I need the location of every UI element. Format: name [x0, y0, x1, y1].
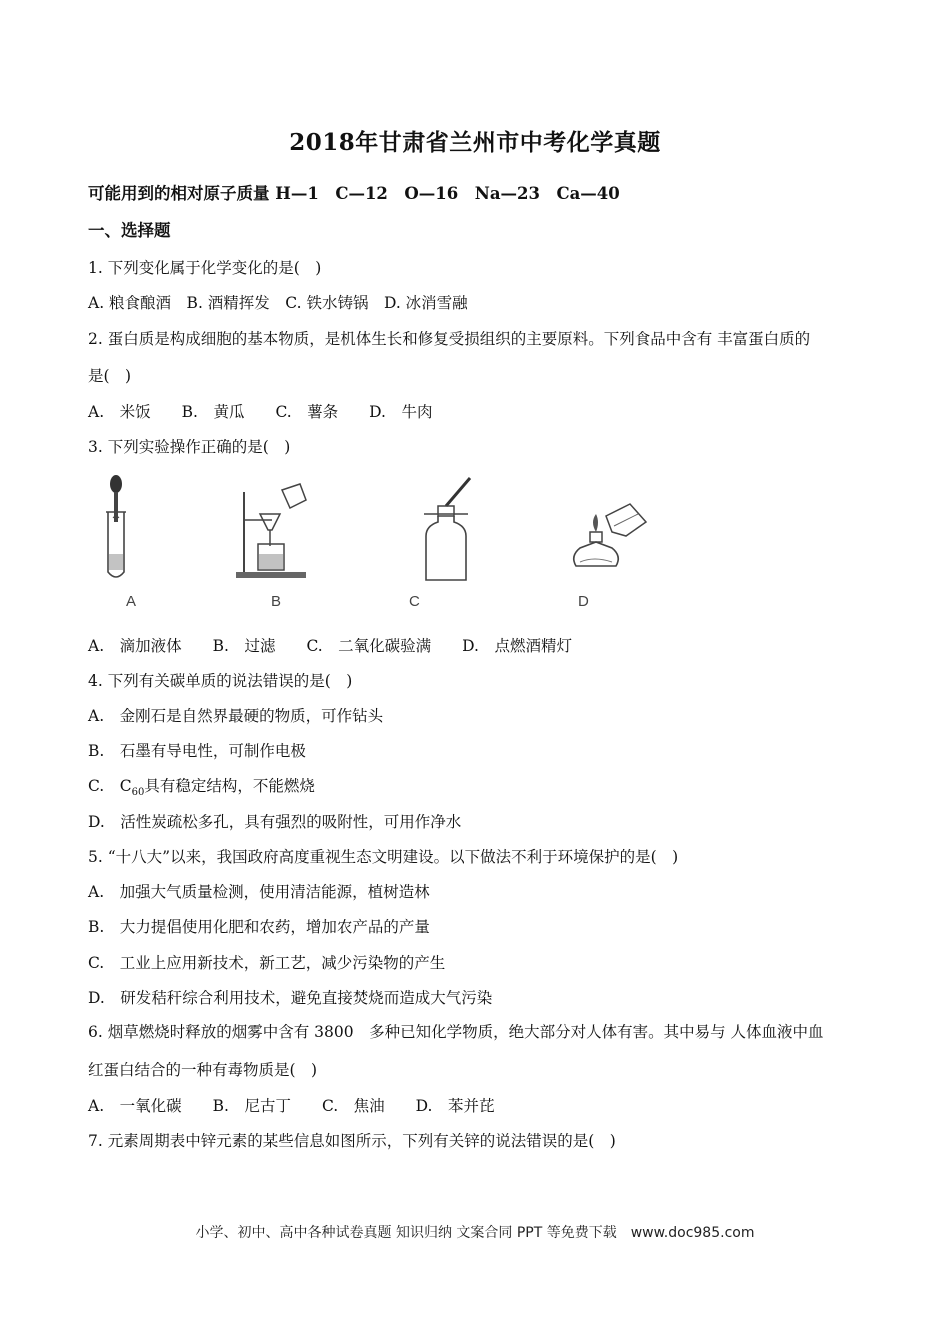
question-2-stem-cont: 是( ) — [88, 367, 132, 385]
question-6-options: A. 一氧化碳 B. 尼古丁 C. 焦油 D. 苯并芘 — [88, 1097, 495, 1115]
filtration-apparatus-drawing — [236, 482, 316, 582]
question-1-stem: 1. 下列变化属于化学变化的是( ) — [88, 259, 322, 277]
question-2-stem: 2. 蛋白质是构成细胞的基本物质，是机体生长和修复受损组织的主要原料。下列食品中含有 丰富蛋白质的 — [88, 330, 811, 348]
question-1-options: A. 粮食酿酒 B. 酒精挥发 C. 铁水铸锅 D. 冰消雪融 — [88, 294, 468, 312]
question-5-stem: 5. “十八大”以来，我国政府高度重视生态文明建设。以下做法不利于环境保护的是( ) — [88, 848, 679, 866]
question-3-stem: 3. 下列实验操作正确的是( ) — [88, 438, 291, 456]
question-6-stem-cont: 红蛋白结合的一种有毒物质是( ) — [88, 1061, 318, 1079]
alcohol-lamp-drawing — [566, 496, 656, 586]
page-footer: 小学、初中、高中各种试卷真题 知识归纳 文案合同 PPT 等免费下载 www.doc985.com — [195, 1225, 755, 1241]
figure-label-c: C — [409, 593, 420, 610]
question-5-option-d: D. 研发秸秆综合利用技术，避免直接焚烧而造成大气污染 — [88, 989, 493, 1007]
question-5-option-b: B. 大力提倡使用化肥和农药，增加农产品的产量 — [88, 918, 430, 936]
question-4-option-c — [88, 776, 315, 803]
question-4-option-b: B. 石墨有导电性，可制作电极 — [88, 742, 306, 760]
question-4-option-d: D. 活性炭疏松多孔，具有强烈的吸附性，可用作净水 — [88, 813, 462, 831]
dropper-test-tube-drawing — [96, 472, 136, 582]
question-3-options: A. 滴加液体 B. 过滤 C. 二氧化碳验满 D. 点燃酒精灯 — [88, 637, 572, 655]
question-4-option-a: A. 金刚石是自然界最硬的物质，可作钻头 — [88, 707, 384, 725]
question-5-option-c: C. 工业上应用新技术，新工艺，减少污染物的产生 — [88, 954, 446, 972]
question-7-stem: 7. 元素周期表中锌元素的某些信息如图所示，下列有关锌的说法错误的是( ) — [88, 1132, 616, 1150]
gas-bottle-splint-drawing — [418, 476, 478, 586]
figure-label-d: D — [578, 593, 589, 610]
figure-label-b: B — [271, 593, 282, 610]
option-c-prefix: C. C — [88, 777, 132, 795]
question-6-stem: 6. 烟草燃烧时释放的烟雾中含有 3800 多种已知化学物质，绝大部分对人体有害。其中易与 人体血液中血 — [88, 1023, 824, 1041]
section-heading: 一、选择题 — [88, 221, 171, 240]
question-5-option-a: A. 加强大气质量检测，使用清洁能源，植树造林 — [88, 883, 430, 901]
figure-label-a: A — [126, 593, 137, 610]
lab-operations-figure — [88, 472, 688, 622]
atomic-masses-line: 可能用到的相对原子质量 H—1 C—12 O—16 Na—23 Ca—40 — [88, 184, 620, 203]
option-c-text: 具有稳定结构，不能燃烧 — [144, 777, 315, 795]
question-4-stem: 4. 下列有关碳单质的说法错误的是( ) — [88, 672, 353, 690]
page-title: 2018年甘肃省兰州市中考化学真题 — [289, 129, 661, 156]
c60-subscript: 60 — [131, 787, 145, 799]
question-2-options: A. 米饭 B. 黄瓜 C. 薯条 D. 牛肉 — [88, 403, 433, 421]
